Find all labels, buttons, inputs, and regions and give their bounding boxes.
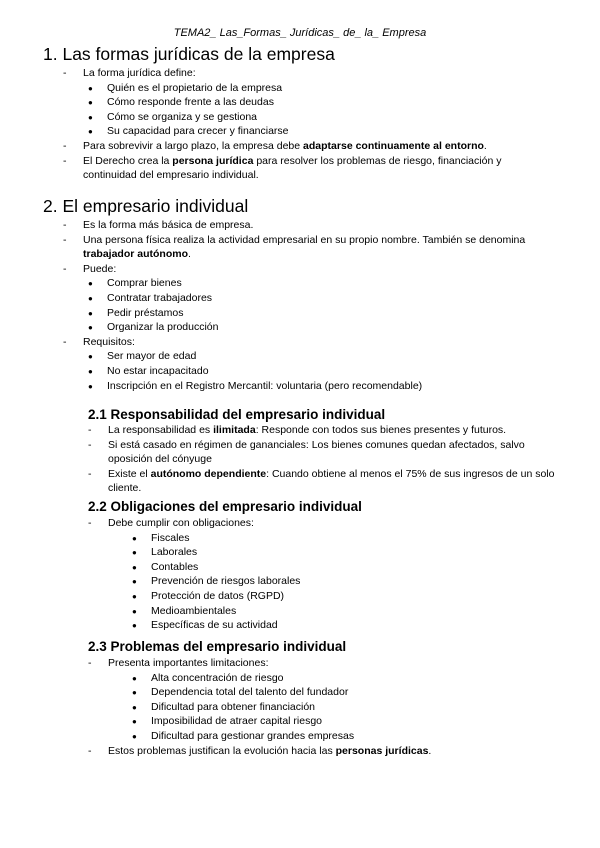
list-item: ● Dificultad para gestionar grandes empresas [129, 729, 566, 744]
emphasis: autónomo dependiente [150, 467, 267, 480]
section-1-list [63, 66, 533, 183]
list-item: ● Específicas de su actividad [129, 618, 566, 633]
puede-label: Puede: [83, 262, 117, 275]
subsection-2-1-heading: 2.1 Responsabilidad del empresario individual [88, 407, 386, 422]
forma-juridica-intro: La forma jurídica define: [83, 67, 196, 79]
list-item: ● Su capacidad para crecer y financiarse [85, 124, 533, 139]
list-item [63, 66, 533, 139]
list-item [63, 262, 541, 335]
text: La responsabilidad es [108, 424, 214, 436]
text: Para sobrevivir a largo plazo, la empresa debe [83, 139, 304, 152]
text: para resolver los problemas de riesgo, financiación y continuidad del empresario individual. [83, 154, 502, 182]
requisitos-items [85, 349, 541, 393]
list-item: ● Contables [129, 560, 566, 575]
subsection-2-3-list [88, 656, 566, 758]
text: . [483, 139, 487, 152]
list-item: - Es la forma más básica de empresa. [63, 218, 541, 233]
subsection-2-3-heading: 2.3 Problemas del empresario individual [88, 639, 347, 654]
limitaciones-intro: Presenta importantes limitaciones: [108, 657, 269, 669]
list-item [88, 744, 566, 759]
list-item [63, 233, 541, 262]
text: Una persona física realiza la actividad empresarial en su propio nombre. También se denomina [83, 233, 526, 246]
list-item: ● Dependencia total del talento del fundador [129, 685, 566, 700]
emphasis: trabajador autónomo [83, 248, 189, 261]
requisitos-label: Requisitos: [83, 335, 135, 348]
list-item: ● Organizar la producción [85, 320, 541, 335]
list-item [88, 423, 566, 438]
list-item: ● Alta concentración de riesgo [129, 671, 566, 686]
list-item: ● Fiscales [129, 531, 566, 546]
list-item: ● Dificultad para obtener financiación [129, 700, 566, 715]
list-item: ● Quién es el propietario de la empresa [85, 81, 533, 96]
list-item: - Si está casado en régimen de gananciales: Los bienes comunes quedan afectados, salvo oposición del cónyuge [88, 438, 566, 467]
list-item: ● Medioambientales [129, 604, 566, 619]
subsection-2-2-list [88, 516, 566, 633]
limitaciones-items [129, 671, 566, 744]
section-2-heading: 2. El empresario individual [43, 196, 249, 216]
list-item: ● Cómo se organiza y se gestiona [85, 110, 533, 125]
section-2-list [63, 218, 541, 393]
list-item [88, 516, 566, 633]
text: . [428, 744, 432, 757]
list-item: ● Protección de datos (RGPD) [129, 589, 566, 604]
list-item: ● Imposibilidad de atraer capital riesgo [129, 714, 566, 729]
forma-juridica-items [85, 81, 533, 139]
list-item [88, 467, 566, 496]
text: Estos problemas justifican la evolución hacia las [108, 744, 336, 757]
section-1-heading: 1. Las formas jurídicas de la empresa [43, 44, 335, 64]
text: : Responde con todos sus bienes presentes y futuros. [255, 424, 507, 436]
emphasis: adaptarse continuamente al entorno [303, 139, 484, 152]
list-item: ● Cómo responde frente a las deudas [85, 95, 533, 110]
text: . [188, 248, 191, 261]
text: : Cuando obtiene al menos el 75% de sus ingresos de un solo cliente. [108, 467, 555, 495]
text: Existe el [108, 467, 151, 480]
list-item: ● Comprar bienes [85, 276, 541, 291]
obligaciones-intro: Debe cumplir con obligaciones: [108, 517, 254, 529]
subsection-2-1-list [88, 423, 566, 496]
document-title: TEMA2_ Las_Formas_ Jurídicas_ de_ la_ Empresa [173, 27, 427, 39]
list-item [63, 335, 541, 393]
list-item [63, 139, 533, 154]
puede-items [85, 276, 541, 334]
list-item: ● No estar incapacitado [85, 364, 541, 379]
emphasis: ilimitada [213, 424, 256, 436]
text: El Derecho crea la [83, 154, 173, 167]
list-item: ● Pedir préstamos [85, 306, 541, 321]
emphasis: persona jurídica [172, 154, 254, 167]
list-item [88, 656, 566, 744]
list-item: ● Laborales [129, 545, 566, 560]
list-item [63, 154, 533, 183]
list-item: ● Ser mayor de edad [85, 349, 541, 364]
subsection-2-2-heading: 2.2 Obligaciones del empresario individual [88, 499, 362, 514]
emphasis: personas jurídicas [335, 744, 429, 757]
list-item: ● Prevención de riesgos laborales [129, 574, 566, 589]
list-item: ● Contratar trabajadores [85, 291, 541, 306]
obligaciones-items [129, 531, 566, 633]
list-item: ● Inscripción en el Registro Mercantil: voluntaria (pero recomendable) [85, 379, 541, 394]
